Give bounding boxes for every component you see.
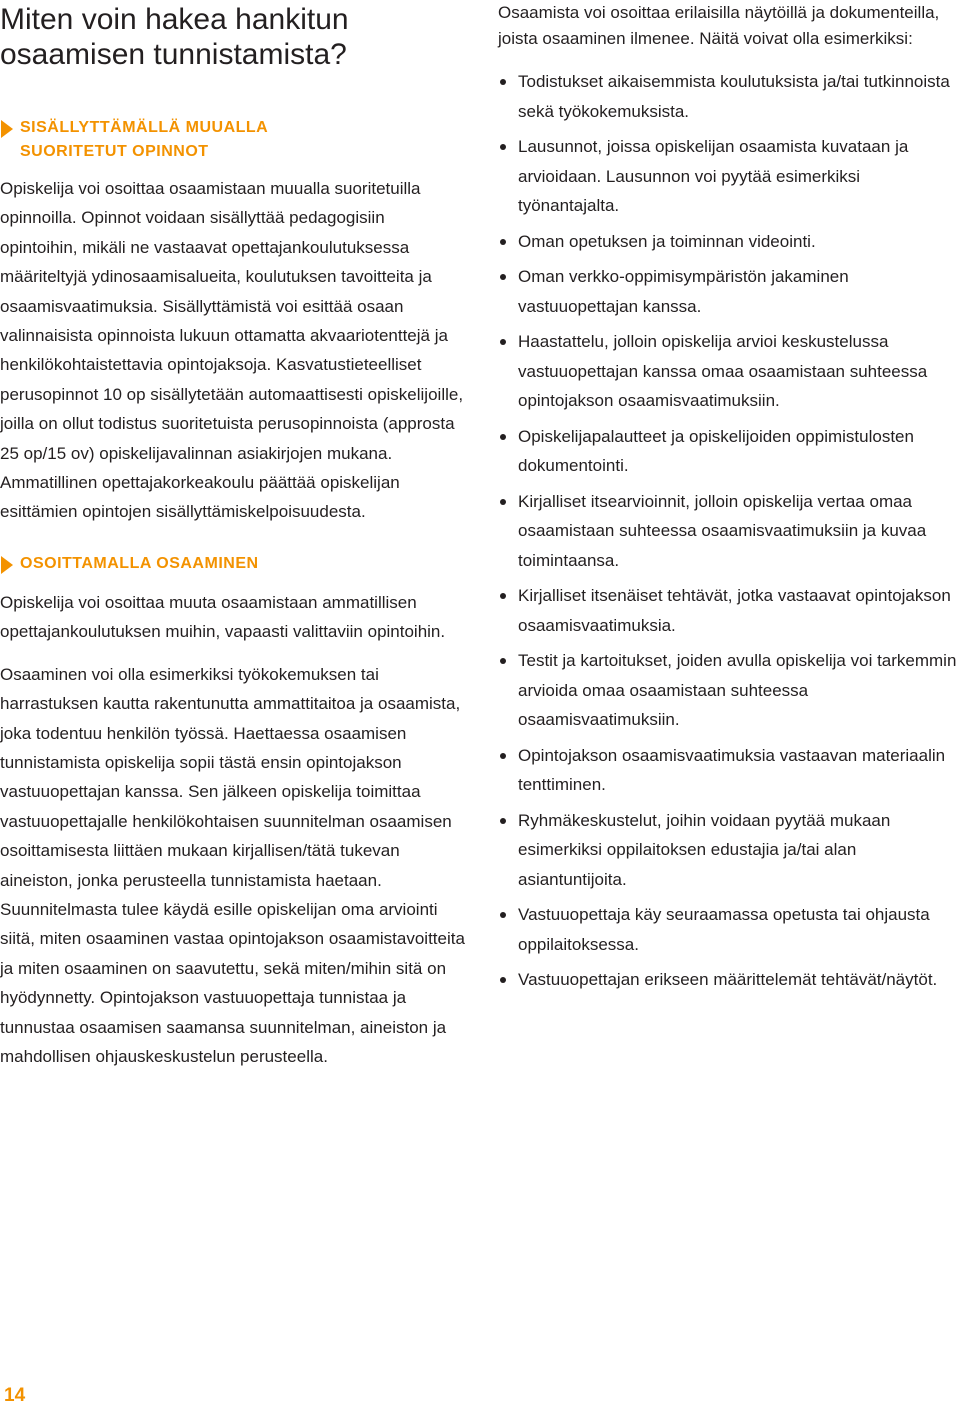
list-item (498, 487, 958, 576)
bullet-icon (500, 912, 506, 918)
bullet-icon (500, 144, 506, 150)
bullet-icon (500, 977, 506, 983)
list-item (498, 327, 958, 416)
list-item-text: Testit ja kartoitukset, joiden avulla opiskelija voi tarkemmin arvioida omaa osaamistaan suhteessa osaamisvaatimuksiin. (518, 651, 957, 729)
bullet-icon (500, 658, 506, 664)
section-heading-label: OSOITTAMALLA OSAAMINEN (20, 554, 259, 572)
list-item-text: Vastuuopettajan erikseen määrittelemät tehtävät/näytöt. (518, 970, 938, 989)
list-item-text: Ryhmäkeskustelut, joihin voidaan pyytää mukaan esimerkiksi oppilaitoksen edustajia ja/tai alan asiantuntijoita. (518, 810, 891, 889)
section-heading-line2: SUORITETUT OPINNOT (20, 143, 209, 160)
bullet-icon (500, 274, 506, 280)
list-item-text: Kirjalliset itsearvioinnit, jolloin opiskelija vertaa omaa osaamistaan suhteessa osaamisvaatimuksiin ja kuvaa toimintaansa. (518, 491, 927, 570)
list-item (498, 806, 958, 895)
list-item (498, 227, 958, 257)
section-heading-inclusion (0, 116, 465, 164)
list-item-text: Kirjalliset itsenäiset tehtävät, jotka vastaavat opintojakson osaamisvaatimuksia. (518, 586, 951, 635)
right-column (498, 0, 958, 1001)
evidence-list (498, 67, 958, 995)
list-item-text: Vastuuopettaja käy seuraamassa opetusta tai ohjausta oppilaitoksessa. (518, 905, 930, 954)
list-item-text: Todistukset aikaisemmista koulutuksista ja/tai tutkinnoista sekä työkokemuksista. (518, 72, 950, 121)
list-item (498, 422, 958, 481)
bullet-icon (500, 239, 506, 245)
list-item (498, 646, 958, 735)
bullet-icon (500, 593, 506, 599)
bullet-icon (500, 434, 506, 440)
bullet-icon (500, 339, 506, 345)
bullet-icon (500, 818, 506, 824)
list-item (498, 132, 958, 221)
arrow-icon (1, 556, 13, 574)
list-item-text: Oman verkko-oppimisympäristön jakaminen vastuuopettajan kanssa. (518, 267, 849, 316)
demonstration-paragraph-2: Osaaminen voi olla esimerkiksi työkokemuksen tai harrastuksen kautta rakentunutta ammattitaitoa ja osaamista, joka todentuu henkilön työssä. Haettaessa osaamisen tunnistamista opiskelija sopii tästä ensin opintojakson vastuuopettajan kanssa. Sen jälkeen opiskelija toimittaa vastuuopettajalle henkilökohtaisen suunnitelman osaamisen osoittamisesta liittäen mukaan kirjallisen/tätä tukevan aineiston, jonka perusteella tunnistamista haetaan. Suunnitelmasta tulee käydä esille opiskelijan oma arviointi siitä, miten osaaminen vastaa opintojakson osaamistavoitteita ja miten osaaminen on saavutettu, sekä miten/mihin sitä on hyödynnetty. Opintojakson vastuuopettaja tunnistaa ja tunnustaa osaamisen saamansa suunnitelman, aineiston ja mahdollisen ohjauskeskustelun perusteella. (0, 664, 465, 1066)
demonstration-paragraph-1: Opiskelija voi osoittaa muuta osaamistaan ammatillisen opettajankoulutuksen muihin, vapaasti valittaviin opintoihin. (0, 592, 446, 642)
list-item (498, 965, 958, 995)
list-item-text: Haastattelu, jolloin opiskelija arvioi keskustelussa vastuuopettajan kanssa omaa osaamistaan suhteessa opintojakson osaamisvaatimuksiin. (518, 332, 928, 410)
section-heading-demonstration (0, 552, 465, 576)
bullet-icon (500, 79, 506, 85)
list-item (498, 741, 958, 800)
list-item (498, 581, 958, 640)
page-number: 14 (4, 1385, 26, 1406)
evidence-intro: Osaamista voi osoittaa erilaisilla näytöillä ja dokumenteilla, joista osaaminen ilmenee. Näitä voivat olla esimerkiksi: (498, 3, 940, 48)
list-item (498, 900, 958, 959)
arrow-icon (1, 120, 13, 138)
page-title-line1: Miten voin hakea hankitun (0, 3, 349, 36)
bullet-icon (500, 753, 506, 759)
list-item-text: Oman opetuksen ja toiminnan videointi. (518, 231, 816, 251)
list-item-text: Opiskelijapalautteet ja opiskelijoiden oppimistulosten dokumentointi. (518, 426, 914, 475)
section-heading-line1: SISÄLLYTTÄMÄLLÄ MUUALLA (20, 119, 269, 136)
page-title (0, 0, 465, 72)
list-item-text: Opintojakson osaamisvaatimuksia vastaavan materiaalin tenttiminen. (518, 745, 946, 794)
bullet-icon (500, 499, 506, 505)
left-column (0, 0, 465, 1071)
list-item-text: Lausunnot, joissa opiskelijan osaamista kuvataan ja arvioidaan. Lausunnon voi pyytää esimerkiksi työnantajalta. (518, 137, 909, 215)
inclusion-paragraph: Opiskelija voi osoittaa osaamistaan muualla suoritetuilla opinnoilla. Opinnot voidaan sisällyttää pedagogisiin opintoihin, mikäli ne vastaavat opettajankoulutuksessa määriteltyjä ydinosaamisalueita, koulutuksen tavoitteita ja osaamisvaatimuksia. Sisällyttämistä voi esittää osaan valinnaisista opinnoista lukuun ottamatta akvaariotenttejä ja henkilökohtaistettavia opintojaksoja. Kasvatustieteelliset perusopinnot 10 op sisällytetään automaattisesti opiskelijoille, joilla on ollut todistus suoritetuista perusopinnoista (approsta 25 op/15 ov) opiskelijavalinnan asiakirjojen mukana. Ammatillinen opettajakorkeakoulu päättää opiskelijan esittämien opintojen sisällyttämiskelpoisuudesta. (0, 179, 464, 522)
list-item (498, 67, 958, 126)
page-title-line2: osaamisen tunnistamista? (0, 38, 347, 71)
list-item (498, 262, 958, 321)
